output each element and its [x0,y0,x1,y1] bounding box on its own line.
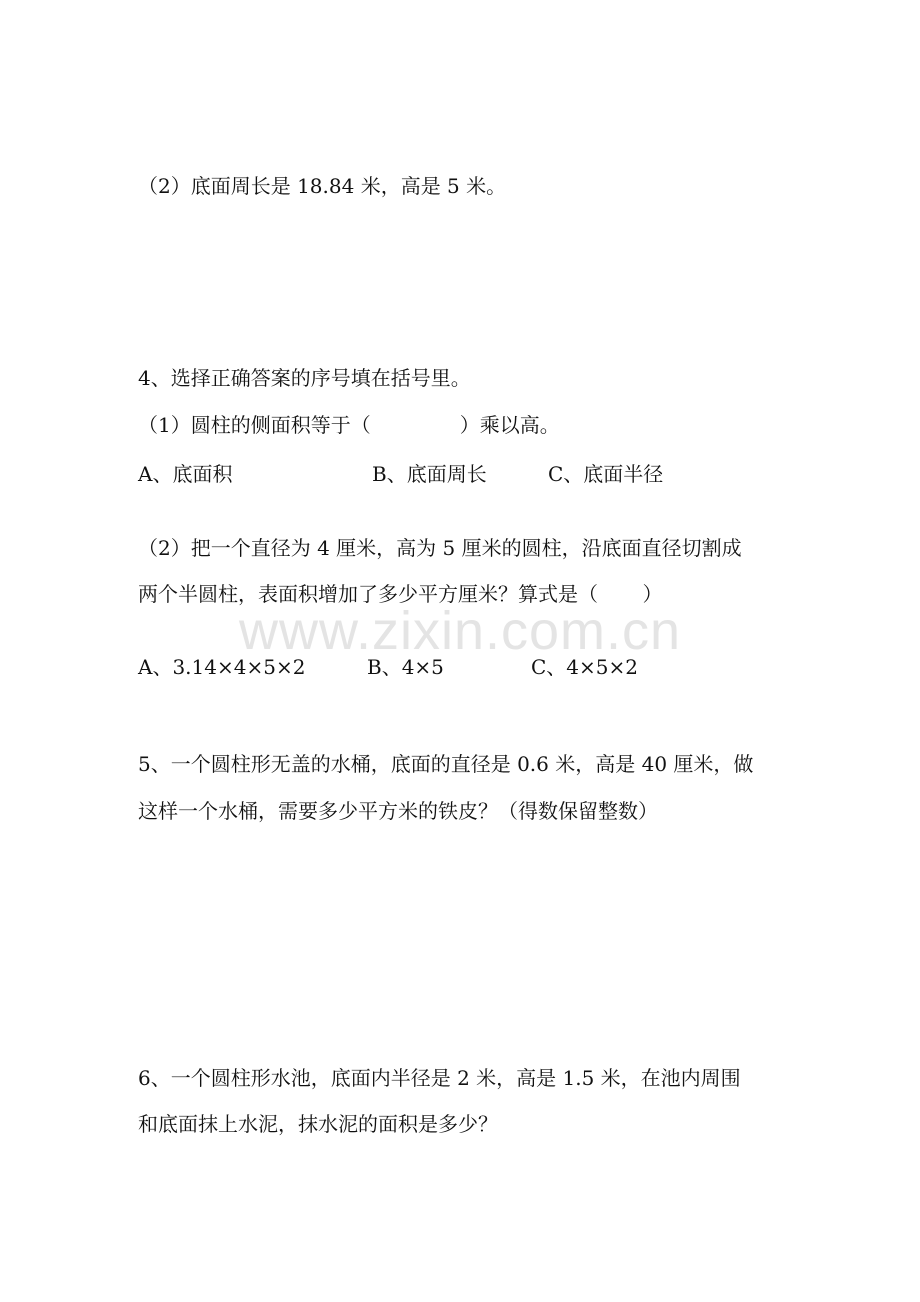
q4-part1-stem: （1）圆柱的侧面积等于（ ）乘以高。 [138,413,560,437]
q6-line1: 6、一个圆柱形水池，底面内半径是 2 米，高是 1.5 米，在池内周围 [138,1066,741,1090]
q3-part2-text: （2）底面周长是 18.84 米，高是 5 米。 [138,174,507,198]
q4-title: 4、选择正确答案的序号填在括号里。 [138,366,471,390]
q4-part1-option-a: A、底面积 [138,462,233,486]
q4-part2-stem-line1: （2）把一个直径为 4 厘米，高为 5 厘米的圆柱，沿底面直径切割成 [138,536,742,560]
q4-part2-option-b: B、4×5 [367,655,444,679]
q5-line2: 这样一个水桶，需要多少平方米的铁皮？（得数保留整数） [138,799,658,823]
watermark: www.zixin.com.cn [238,601,682,661]
q6-line2: 和底面抹上水泥，抹水泥的面积是多少？ [138,1112,498,1136]
q4-part2-option-a: A、3.14×4×5×2 [138,655,306,679]
q4-part2-stem-line2: 两个半圆柱，表面积增加了多少平方厘米？算式是（ ） [138,582,663,606]
q4-part1-option-b: B、底面周长 [372,462,487,486]
q5-line1: 5、一个圆柱形无盖的水桶，底面的直径是 0.6 米，高是 40 厘米，做 [138,752,754,776]
q4-part2-option-c: C、4×5×2 [531,655,638,679]
q4-part1-option-c: C、底面半径 [548,462,664,486]
